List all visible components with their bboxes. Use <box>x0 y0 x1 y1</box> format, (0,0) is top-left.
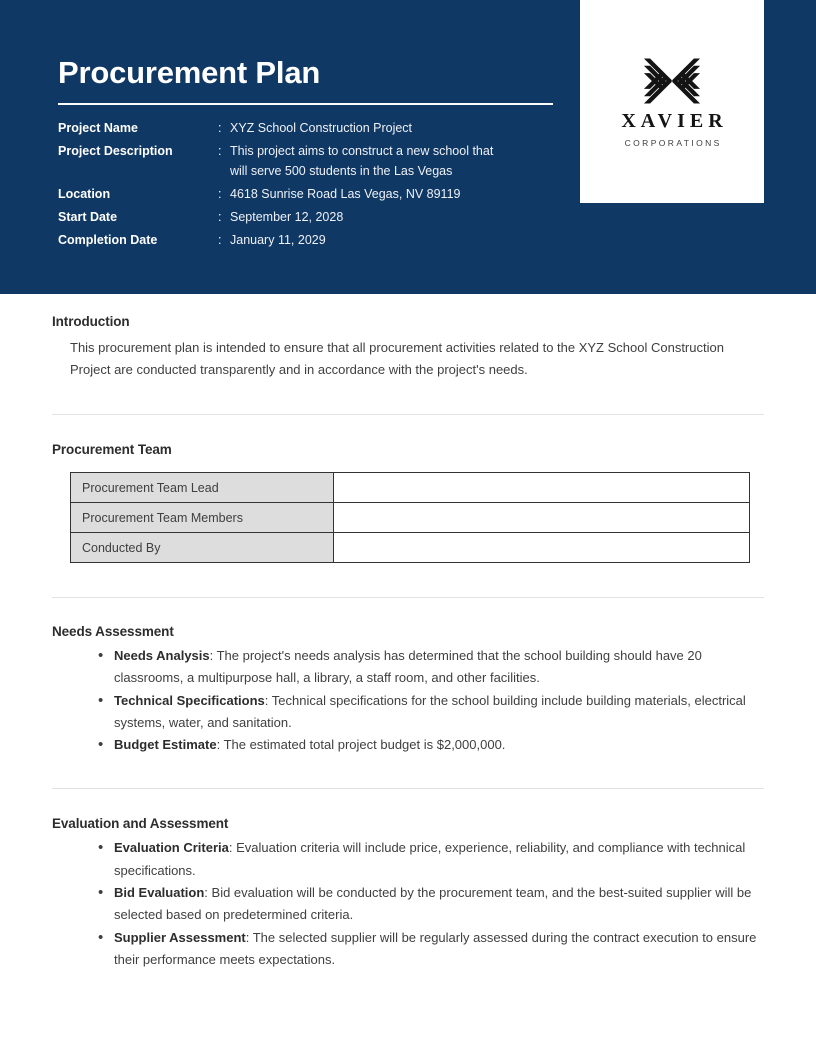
needs-assessment-list <box>52 645 764 756</box>
table-cell-value[interactable] <box>334 473 750 503</box>
title-underline-rule <box>58 103 553 105</box>
list-item-text: : Technical specifications for the school building include building materials, electrical systems, water, and sanitation. <box>114 692 746 730</box>
meta-value-line1: This project aims to construct a new school that <box>230 144 494 158</box>
list-item-term: Evaluation Criteria <box>114 840 229 856</box>
list-item <box>98 837 764 882</box>
table-cell-label: Conducted By <box>71 533 334 563</box>
list-item <box>98 690 764 735</box>
section-evaluation-and-assessment <box>0 789 816 971</box>
logo-wordmark: XAVIER <box>621 109 728 132</box>
meta-colon: : <box>218 144 222 158</box>
introduction-paragraph: This procurement plan is intended to ensure that all procurement activities related to the XYZ School Construction Project are conducted transparently and in accordance with the project's needs. <box>70 340 724 377</box>
list-item-term: Bid Evaluation <box>114 885 205 901</box>
meta-label: Project Description <box>58 144 173 158</box>
section-introduction <box>0 294 816 381</box>
list-item <box>98 645 764 690</box>
meta-row-project-name <box>58 118 568 138</box>
meta-colon: : <box>218 233 222 247</box>
section-heading-evaluation-and-assessment: Evaluation and Assessment <box>52 816 229 832</box>
list-item-term: Technical Specifications <box>114 692 265 708</box>
list-item <box>98 734 764 756</box>
list-item-term: Needs Analysis <box>114 648 210 663</box>
meta-label: Completion Date <box>58 233 158 247</box>
company-logo <box>580 0 764 203</box>
list-item-text: : The estimated total project budget is $2,000,000. <box>216 737 506 753</box>
table-row <box>71 503 750 533</box>
x-monogram-icon <box>641 56 703 106</box>
section-heading-procurement-team: Procurement Team <box>52 442 172 457</box>
meta-colon: : <box>218 121 222 135</box>
header-banner <box>0 0 816 294</box>
meta-value: 4618 Sunrise Road Las Vegas, NV 89119 <box>230 187 461 201</box>
meta-value: XYZ School Construction Project <box>230 121 413 135</box>
table-row <box>71 473 750 503</box>
table-cell-value[interactable] <box>334 503 750 533</box>
meta-label: Project Name <box>58 121 138 135</box>
meta-row-completion-date <box>58 230 568 250</box>
section-heading-introduction: Introduction <box>52 314 130 329</box>
page-title: Procurement Plan <box>58 55 321 90</box>
meta-label: Location <box>58 187 111 201</box>
list-item-text: : Bid evaluation will be conducted by the procurement team, and the best-suited supplier will be selected based on predetermined criteria. <box>114 885 752 923</box>
meta-label: Start Date <box>58 210 118 224</box>
list-item-text: : The project's needs analysis has determined that the school building should have 20 classrooms, a multipurpose hall, a library, a staff room, and other facilities. <box>114 648 702 686</box>
meta-value <box>230 141 568 181</box>
meta-colon: : <box>218 187 222 201</box>
table-cell-value[interactable] <box>334 533 750 563</box>
table-cell-label: Procurement Team Members <box>71 503 334 533</box>
meta-row-start-date <box>58 207 568 227</box>
meta-value: September 12, 2028 <box>230 210 344 224</box>
meta-value-line2: will serve 500 students in the Las Vegas <box>230 164 453 178</box>
section-procurement-team <box>0 415 816 563</box>
meta-row-project-description <box>58 141 568 181</box>
table-cell-label: Procurement Team Lead <box>71 473 334 503</box>
list-item-text: : The selected supplier will be regularly assessed during the contract execution to ensure their performance meets expectations. <box>114 929 757 967</box>
meta-row-location <box>58 184 568 204</box>
list-item <box>98 927 764 972</box>
list-item-term: Supplier Assessment <box>114 929 246 945</box>
list-item-term: Budget Estimate <box>114 737 217 753</box>
document-body <box>0 294 816 971</box>
evaluation-assessment-list <box>52 837 764 971</box>
project-meta-list <box>58 118 568 253</box>
procurement-team-table <box>70 472 750 563</box>
table-row <box>71 533 750 563</box>
list-item-text: : Evaluation criteria will include price, experience, reliability, and compliance with technical specifications. <box>114 840 746 878</box>
meta-colon: : <box>218 210 222 224</box>
logo-tagline: CORPORATIONS <box>624 137 722 148</box>
section-heading-needs-assessment: Needs Assessment <box>52 624 174 639</box>
section-needs-assessment <box>0 598 816 756</box>
meta-value: January 11, 2029 <box>230 233 326 247</box>
list-item <box>98 882 764 927</box>
